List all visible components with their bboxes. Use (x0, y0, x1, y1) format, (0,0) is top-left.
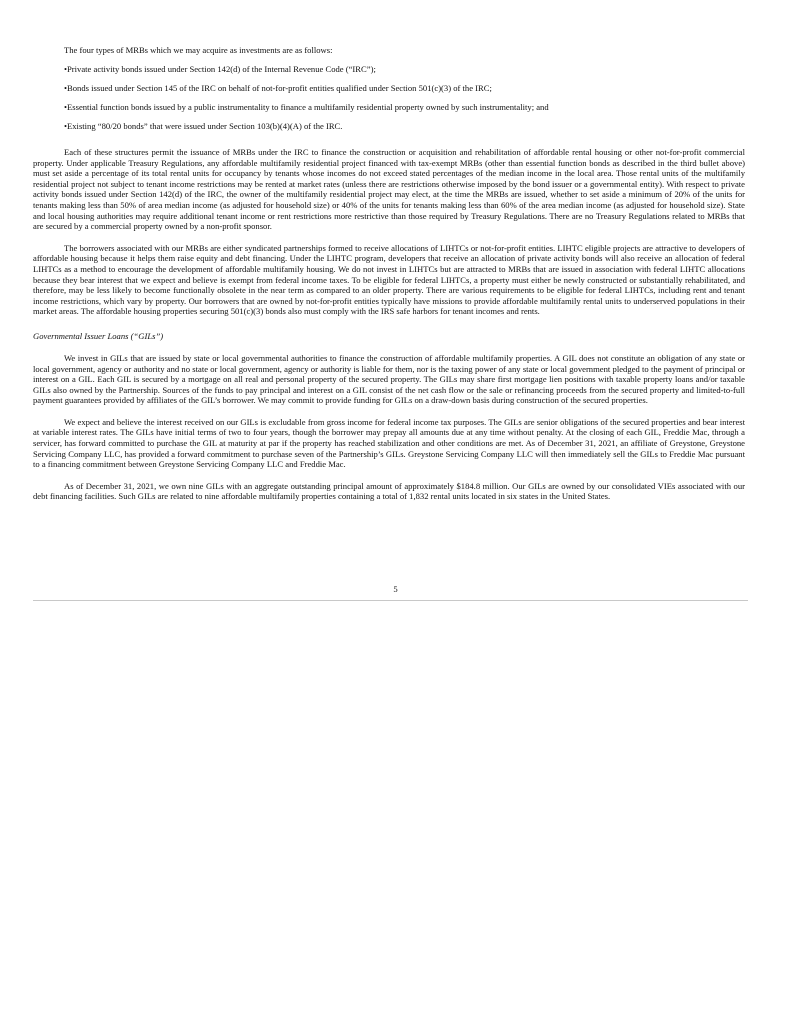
mrb-types-list (33, 64, 745, 132)
list-item: •Bonds issued under Section 145 of the IRC on behalf of not-for-profit entities qualified under Section 501(c)(3) of the IRC; (64, 83, 492, 93)
list-item: •Private activity bonds issued under Section 142(d) of the Internal Revenue Code (“IRC”); (64, 64, 376, 74)
gil-holdings-paragraph: As of December 31, 2021, we own nine GILs with an aggregate outstanding principal amount of approximately $184.8 million. Our GILs are owned by our consolidated VIEs associated with our debt financing facilities. Such GILs are related to nine affordable multifamily properties containing a total of 1,832 rental units located in six states in the United States. (33, 480, 745, 502)
gil-interest-paragraph: We expect and believe the interest received on our GILs is excludable from gross income for federal income tax purposes. The GILs are senior obligations of the secured properties and bear interest at variable interest rates. The GILs have initial terms of two to four years, though the borrower may prepay all amounts due at any time without penalty. At the closing of each GIL, Freddie Mac, through a servicer, has forward committed to purchase the GIL at maturity at par if the property has reached stabilization and other conditions are met. As of December 31, 2021, an affiliate of Greystone, Greystone Servicing Company LLC, has provided a forward commitment to purchase seven of the Partnership’s GILs. Greystone Servicing Company LLC will then immediately sell the GILs to Freddie Mac pursuant to a financing commitment between Greystone Servicing Company LLC and Freddie Mac. (33, 416, 745, 470)
gil-section-heading: Governmental Issuer Loans (“GILs”) (33, 330, 164, 341)
page-number: 5 (393, 584, 398, 594)
mrb-types-intro: The four types of MRBs which we may acquire as investments are as follows: (64, 45, 333, 55)
list-item: •Essential function bonds issued by a public instrumentality to finance a multifamily residential property owned by such instrumentality; and (64, 102, 549, 112)
gil-overview-paragraph: We invest in GILs that are issued by state or local governmental authorities to finance the construction of affordable multifamily properties. A GIL does not constitute an obligation of any state or local government, agency or authority and no state or local government, agency or authority is liable for them, nor is the taxing power of any state or local government pledged to the payment of principal or interest on a GIL. Each GIL is secured by a mortgage on all real and personal property of the secured property. The GILs may share first mortgage lien positions with taxable property loans and/or taxable GILs also owned by the Partnership. Sources of the funds to pay principal and interest on a GIL consist of the net cash flow or the sale or refinancing proceeds from the secured property and limited-to-full payment guarantees provided by affiliates of the GIL’s borrower. We may commit to provide funding for GILs on a draw-down basis during construction of the secured properties. (33, 352, 745, 406)
mrb-borrowers-paragraph: The borrowers associated with our MRBs are either syndicated partnerships formed to receive allocations of LIHTCs or not-for-profit entities. LIHTC eligible projects are attractive to developers of affordable housing because it helps them raise equity and debt financing. Under the LIHTC program, developers that receive an allocation of private activity bonds will also receive an allocation of federal LIHTCs as a method to encourage the development of affordable multifamily housing. We do not invest in LIHTCs but are attracted to MRBs that are issued in association with federal LIHTC allocations because they bear interest that we expect and believe is exempt from federal income taxes. To be eligible for federal LIHTCs, a property must either be newly constructed or substantially rehabilitated, and therefore, may be less likely to become functionally obsolete in the near term as compared to an older property. There are various requirements to be eligible for federal LIHTCs, including rent and tenant income restrictions, which vary by property. Our borrowers that are owned by not-for-profit entities typically have missions to provide affordable multifamily rental units to underserved populations in their market areas. The affordable housing properties securing 501(c)(3) bonds also must comply with the IRS safe harbors for tenant incomes and rents. (33, 242, 745, 317)
page-divider (33, 600, 748, 601)
page-content (33, 45, 745, 502)
mrb-structures-paragraph: Each of these structures permit the issuance of MRBs under the IRC to finance the construction or acquisition and rehabilitation of affordable rental housing or other not-for-profit commercial property. Under applicable Treasury Regulations, any affordable multifamily residential project financed with tax-exempt MRBs (other than essential function bonds as described in the third bullet above) must set aside a percentage of its total rental units for occupancy by tenants whose incomes do not exceed stated percentages of the median income in the local area. Those rental units of the multifamily residential project not subject to tenant income restrictions may be rented at market rates (unless there are restrictions otherwise imposed by the bond issuer or a governmental entity). With respect to private activity bonds issued under Section 142(d) of the IRC, the owner of the multifamily residential project may elect, at the time the MRBs are issued, whether to set aside a minimum of 20% of the units for tenants making less than 50% of area median income (as adjusted for household size) or 40% of the units for tenants making less than 60% of the area median income (as adjusted for household size). State and local housing authorities may require additional tenant income or rent restrictions more restrictive than those required by Treasury Regulations. There are no Treasury Regulations related to MRBs that are secured by a commercial property owned by a non-profit sponsor. (33, 147, 745, 232)
list-item: •Existing “80/20 bonds” that were issued under Section 103(b)(4)(A) of the IRC. (64, 121, 343, 131)
